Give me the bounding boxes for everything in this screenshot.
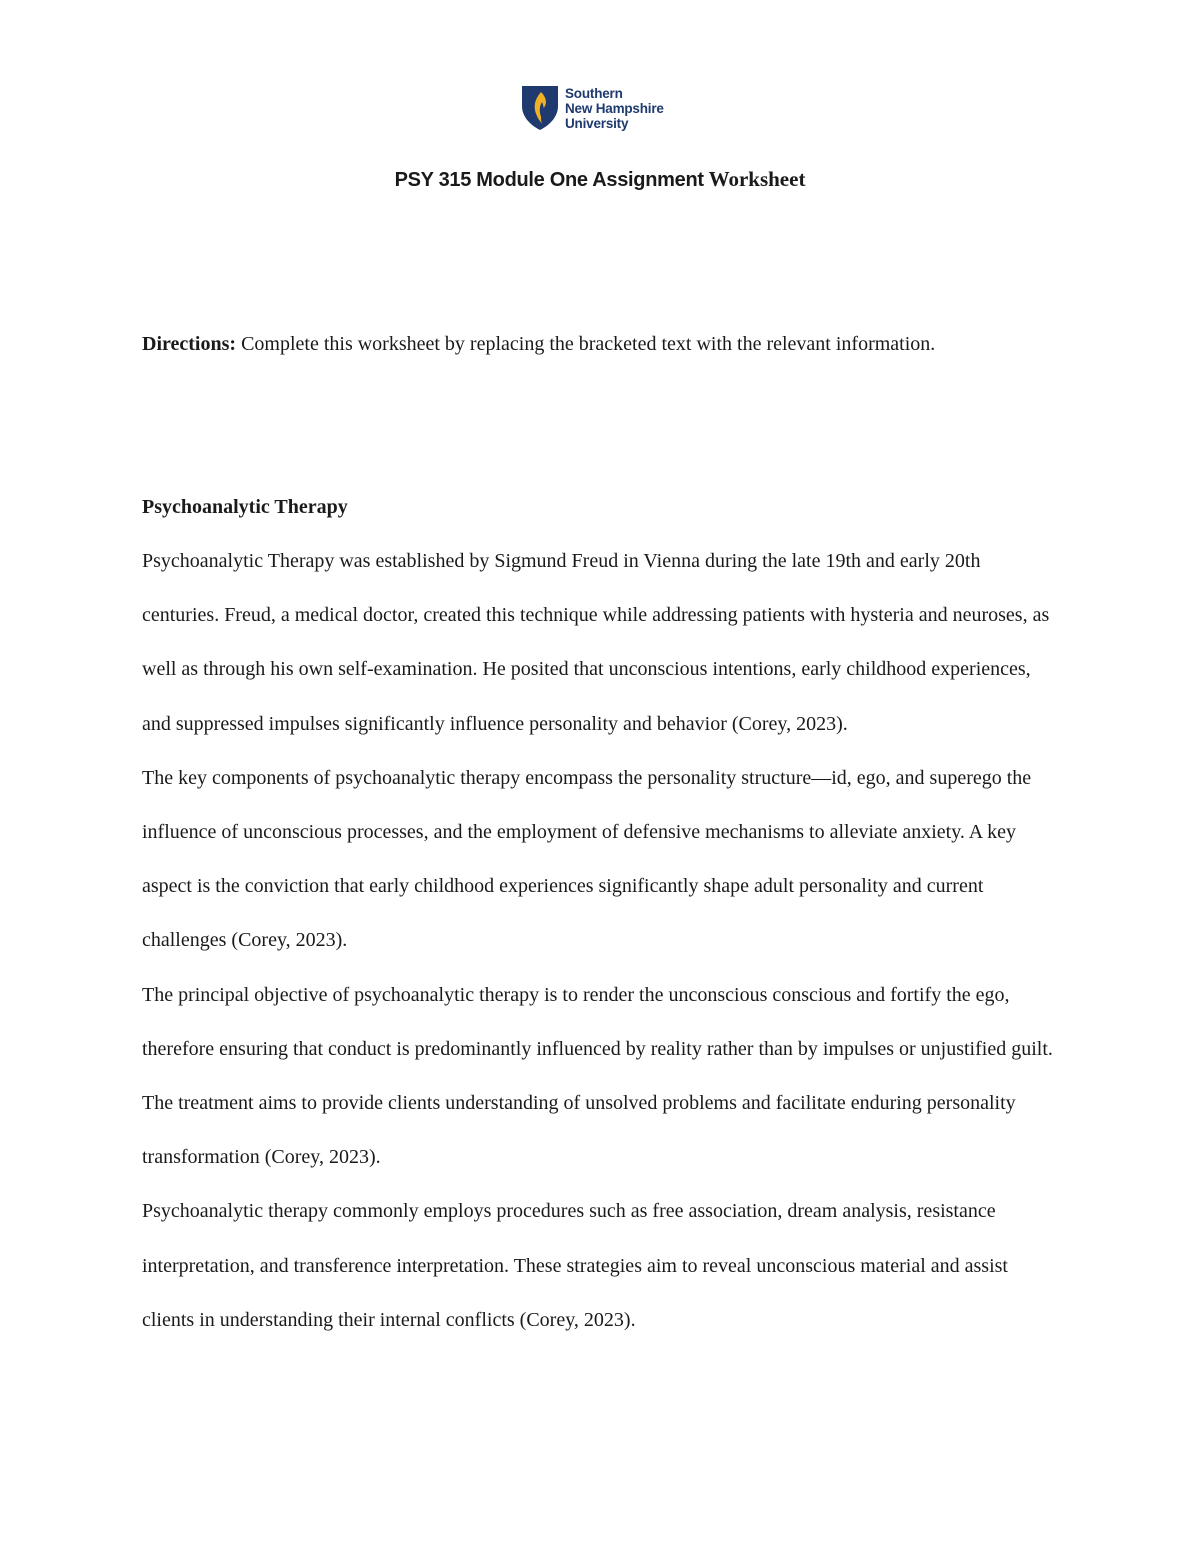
directions-text: Complete this worksheet by replacing the bracketed text with the relevant information.: [241, 333, 936, 355]
paragraph-history: Psychoanalytic Therapy was established by Sigmund Freud in Vienna during the late 19th and early 20th centuries. Freud, a medical doctor, created this technique while addressing patients with hysteria and neuroses, as well as through his own self-examination. He posited that unconscious intentions, early childhood experiences, and suppressed impulses significantly influence personality and behavior (Corey, 2023).: [142, 550, 1050, 735]
paragraph-key-concepts: The key components of psychoanalytic therapy encompass the personality structure—id, ego, and superego the influence of unconscious processes, and the employment of defensive mechanisms to alleviate anxiety. A key aspect is the conviction that early childhood experiences significantly shape adult personality and current challenges (Corey, 2023).: [142, 766, 1032, 952]
title-suffix: Worksheet: [708, 167, 806, 191]
document-title: [0, 165, 1200, 194]
paragraph-goals: The principal objective of psychoanalytic therapy is to render the unconscious conscious and fortify the ego, therefore ensuring that conduct is predominantly influenced by reality rather than by impulses or unjustified guilt. The treatment aims to provide clients understanding of unsolved problems and facilitate enduring personality transformation (Corey, 2023).: [142, 983, 1053, 1169]
title-main: PSY 315 Module One Assignment: [394, 169, 704, 191]
section-heading: Psychoanalytic Therapy: [142, 496, 348, 518]
logo-wordmark: [565, 86, 664, 131]
shield-flame-icon: [520, 84, 560, 132]
directions-label: Directions:: [142, 333, 237, 355]
logo-line-3: University: [565, 115, 629, 131]
section-body: [142, 534, 1062, 1347]
logo-line-2: New Hampshire: [565, 100, 664, 116]
logo-line-1: Southern: [565, 85, 623, 101]
directions-paragraph: [142, 317, 1062, 371]
university-logo: [520, 84, 664, 132]
paragraph-techniques: Psychoanalytic therapy commonly employs procedures such as free association, dream analysis, resistance interpretation, and transference interpretation. These strategies aim to reveal unconscious material and assist clients in understanding their internal conflicts (Corey, 2023).: [142, 1200, 1008, 1331]
